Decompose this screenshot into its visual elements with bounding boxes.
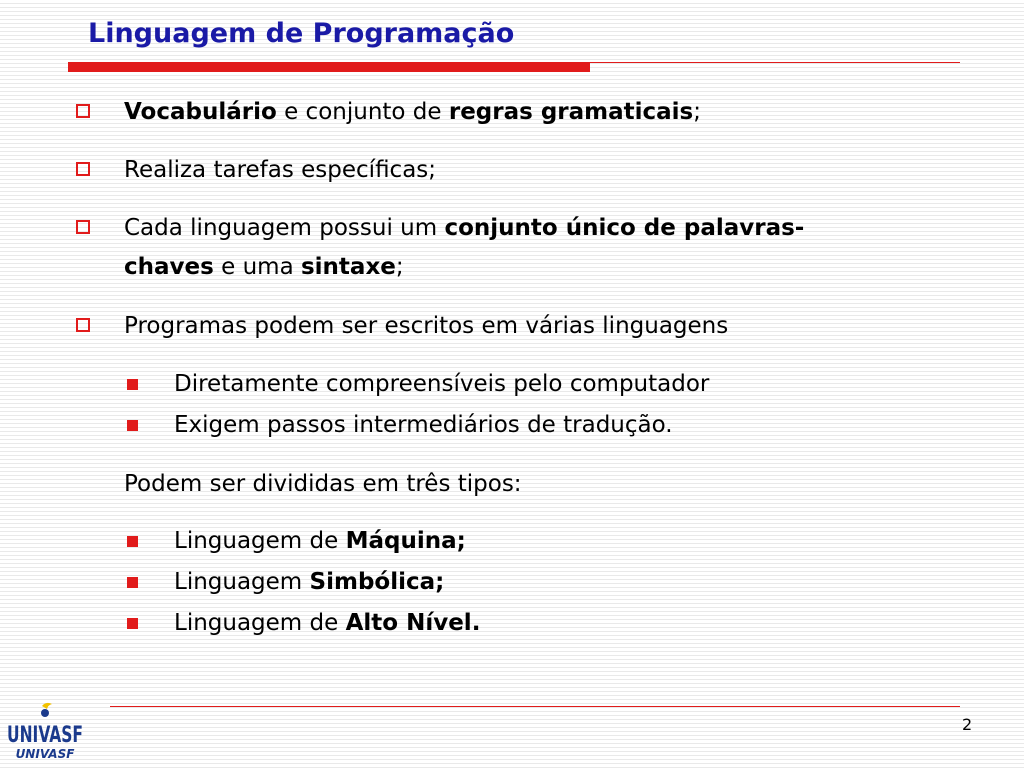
- filled-square-bullet-icon: [127, 577, 138, 588]
- filled-square-bullet-icon: [127, 379, 138, 390]
- text-span: e conjunto de: [276, 99, 449, 125]
- bullet-cada-linguagem-line1: [124, 213, 804, 243]
- bold-term: regras gramaticais: [448, 99, 694, 125]
- sub-bullet-diretamente: [174, 369, 709, 399]
- univasf-logo-icon: [4, 700, 86, 764]
- bullet-cada-linguagem-line2: [124, 252, 404, 282]
- logo-flame: [42, 703, 52, 709]
- filled-square-bullet-icon: [127, 420, 138, 431]
- hollow-square-bullet-icon: [76, 104, 90, 118]
- text-span: ;: [693, 99, 701, 125]
- type-maquina: [174, 526, 466, 556]
- text-span: Diretamente compreensíveis pelo computador: [174, 371, 710, 397]
- title-underline-thick: [68, 62, 590, 72]
- logo-dot: [41, 709, 49, 717]
- hollow-square-bullet-icon: [76, 318, 90, 332]
- hollow-square-bullet-icon: [76, 220, 90, 234]
- bullet-programas: [124, 311, 728, 341]
- type-alto-nivel: [174, 608, 480, 638]
- paragraph-tipos: [124, 469, 522, 499]
- slide-title: Linguagem de Programação: [88, 18, 515, 49]
- text-span: Linguagem: [174, 569, 310, 595]
- text-span: Linguagem de: [174, 610, 346, 636]
- logo-caption: UNIVASF: [15, 747, 75, 761]
- filled-square-bullet-icon: [127, 536, 138, 547]
- bold-term: Simbólica;: [309, 569, 445, 595]
- text-span: ;: [395, 254, 404, 280]
- sub-bullet-exigem: [174, 410, 673, 440]
- text-span: Realiza tarefas específicas;: [124, 157, 437, 183]
- text-span: Linguagem de: [174, 528, 346, 554]
- logo-mark: UNIVASF: [7, 723, 83, 748]
- page-number: 2: [962, 715, 973, 734]
- bullet-realiza: [124, 155, 436, 185]
- bullet-vocabulario: [124, 97, 701, 127]
- text-span: Cada linguagem possui um: [124, 215, 445, 241]
- title-underline-thin: [590, 62, 960, 63]
- bold-term: conjunto único de palavras-: [444, 215, 805, 241]
- bold-term: Máquina;: [345, 528, 466, 554]
- text-span: e uma: [213, 254, 301, 280]
- footer-divider: [110, 706, 960, 707]
- text-span: Programas podem ser escritos em várias linguagens: [124, 313, 729, 339]
- bold-term: sintaxe: [300, 254, 396, 280]
- type-simbolica: [174, 567, 444, 597]
- text-span: Exigem passos intermediários de tradução.: [174, 412, 673, 438]
- text-span: Podem ser divididas em três tipos:: [124, 471, 522, 497]
- bold-term: Alto Nível.: [345, 610, 481, 636]
- bold-term: chaves: [124, 254, 214, 280]
- hollow-square-bullet-icon: [76, 162, 90, 176]
- filled-square-bullet-icon: [127, 618, 138, 629]
- bold-term: Vocabulário: [124, 99, 277, 125]
